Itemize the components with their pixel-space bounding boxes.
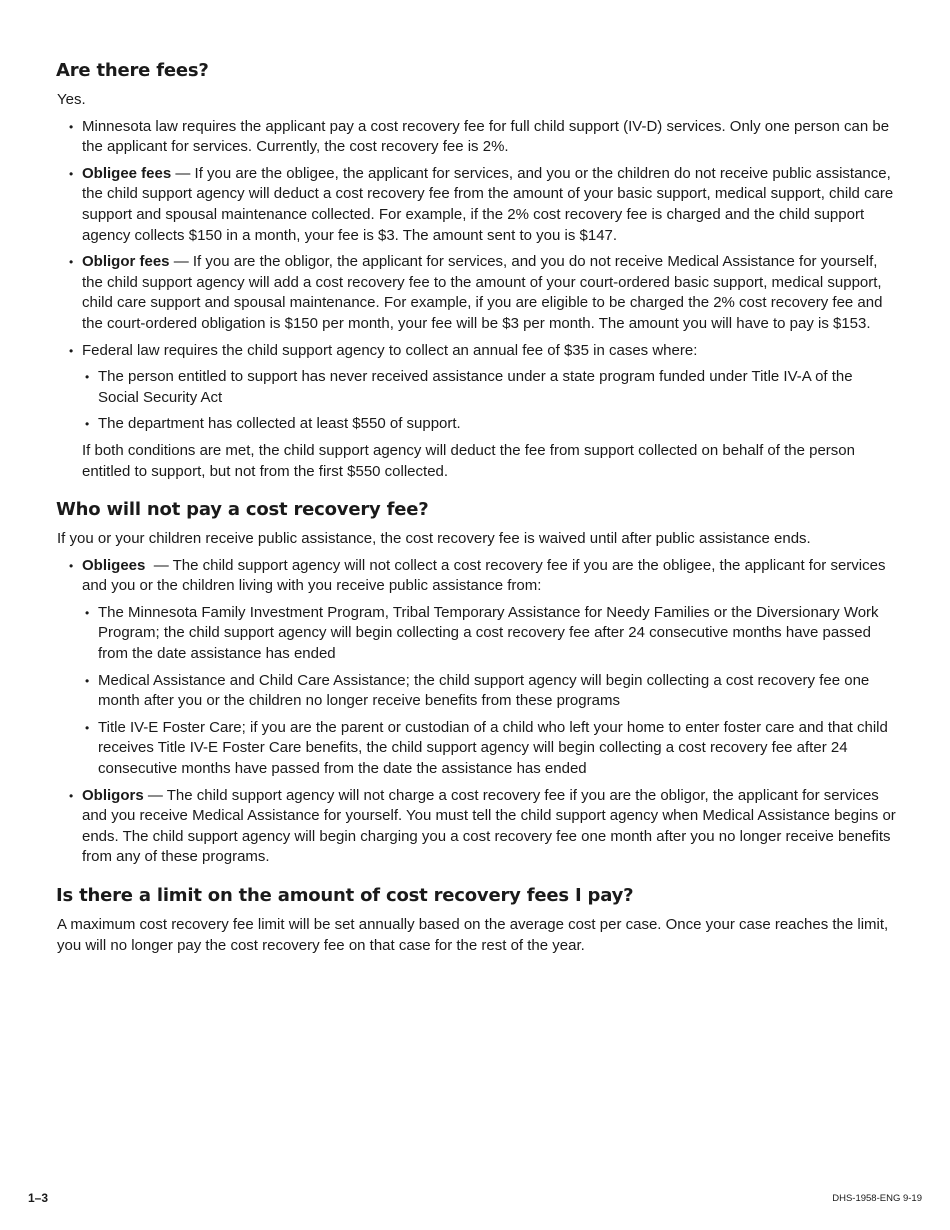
- list-item: • The department has collected at least $550 of support.: [57, 414, 897, 435]
- obligees-label: Obligees: [82, 556, 146, 574]
- answer-yes: Yes.: [57, 91, 86, 108]
- list-item: • The person entitled to support has never received assistance under a state program funded under Title IV-A of the Social Security Act: [57, 367, 897, 408]
- list-item: • The Minnesota Family Investment Program, Tribal Temporary Assistance for Needy Families or the Diversionary Work Program; the child support agency will begin collecting a cost recovery fee after 24 consecutive months have passed from the date assistance has ended: [57, 603, 897, 665]
- fee-limit-text: A maximum cost recovery fee limit will be set annually based on the average cost per case. Once your case reaches the limit, you will no longer pay the cost recovery fee on that case for the rest of the year.: [57, 916, 889, 954]
- waiver-intro: If you or your children receive public assistance, the cost recovery fee is waived until after public assistance ends.: [57, 530, 811, 548]
- list-item: • Federal law requires the child support agency to collect an annual fee of $35 in cases where: • The person entitled to support has never received assistance under a state program funded under Title IV-A of the Social Security Act • The department has collected at least $550 of support.: [57, 341, 897, 435]
- heading-who-will-not-pay: Who will not pay a cost recovery fee?: [56, 499, 429, 521]
- public-assistance-list: [57, 603, 897, 780]
- list-item: • Obligors — The child support agency will not charge a cost recovery fee if you are the obligor, the applicant for services and you receive Medical Assistance for yourself. You must tell the child support agency when Medical Assistance begins or ends. The child support agency will begin charging you a cost recovery fee one month after you no longer receive benefits from any of these programs.: [57, 786, 897, 868]
- heading-are-there-fees: Are there fees?: [56, 60, 209, 81]
- obligors-label: Obligors: [82, 786, 144, 804]
- obligor-fees-label: Obligor fees: [82, 253, 170, 271]
- list-item: • Obligee fees — If you are the obligee, the applicant for services, and you or the children do not receive public assistance, the child support agency will deduct a cost recovery fee from the amount of your basic support, medical support, child care support and spousal maintenance collected. For example, if the 2% cost recovery fee is charged and the child support agency collects $150 in a month, your fee is $3. The amount sent to you is $147.: [57, 164, 897, 246]
- document-page: [57, 60, 897, 956]
- obligee-fees-label: Obligee fees: [82, 164, 172, 182]
- heading-fee-limit: Is there a limit on the amount of cost recovery fees I pay?: [56, 885, 634, 906]
- list-item: • Obligor fees — If you are the obligor, the applicant for services, and you do not receive Medical Assistance for yourself, the child support agency will add a cost recovery fee to the amount of your court-ordered basic support, medical support, child care support and spousal maintenance. For example, if you are eligible to be charged the 2% cost recovery fee and the court-ordered obligation is $150 per month, your fee will be $3 per month. The amount you will have to pay is $153.: [57, 252, 897, 334]
- fees-list: [57, 117, 897, 435]
- list-item: • Medical Assistance and Child Care Assistance; the child support agency will begin collecting a cost recovery fee one month after you or the children no longer receive benefits from these programs: [57, 671, 897, 712]
- list-item: • Minnesota law requires the applicant pay a cost recovery fee for full child support (IV-D) services. Only one person can be the applicant for services. Currently, the cost recovery fee is 2%.: [57, 117, 897, 158]
- list-item: • Title IV-E Foster Care; if you are the parent or custodian of a child who left your home to enter foster care and that child receives Title IV-E Foster Care benefits, the child support agency will begin collecting a cost recovery fee after 24 consecutive months have passed from the date the assistance has ended: [57, 718, 897, 780]
- page-number: 1–3: [28, 1191, 49, 1205]
- list-item: • Obligees — The child support agency will not collect a cost recovery fee if you are the obligee, the applicant for services and you or the children living with you receive public assistance from: • The Minnesota Family Investment Program, Tribal Temporary Assistance for Needy Families or the Diversionary Work Program; the child support agency will begin collecting a cost recovery fee after 24 consecutive months have passed from the date assistance has ended • Medical Assistance and Child Care Assistance; the child support agency will begin collecting a cost recovery fee one month after you or the children no longer receive benefits from these programs • Title IV-E Foster Care; if you are the parent or custodian of a child who left your home to enter foster care and that child receives Title IV-E Foster Care benefits, the child support agency will begin collecting a cost recovery fee after 24 consecutive months have passed from the date the assistance has ended: [57, 556, 897, 780]
- form-code: DHS-1958-ENG 9-19: [832, 1193, 922, 1204]
- federal-note: If both conditions are met, the child support agency will deduct the fee from support collected on behalf of the person entitled to support, but not from the first $550 collected.: [82, 441, 855, 480]
- exemptions-list: [57, 556, 897, 868]
- federal-conditions-list: [57, 367, 897, 435]
